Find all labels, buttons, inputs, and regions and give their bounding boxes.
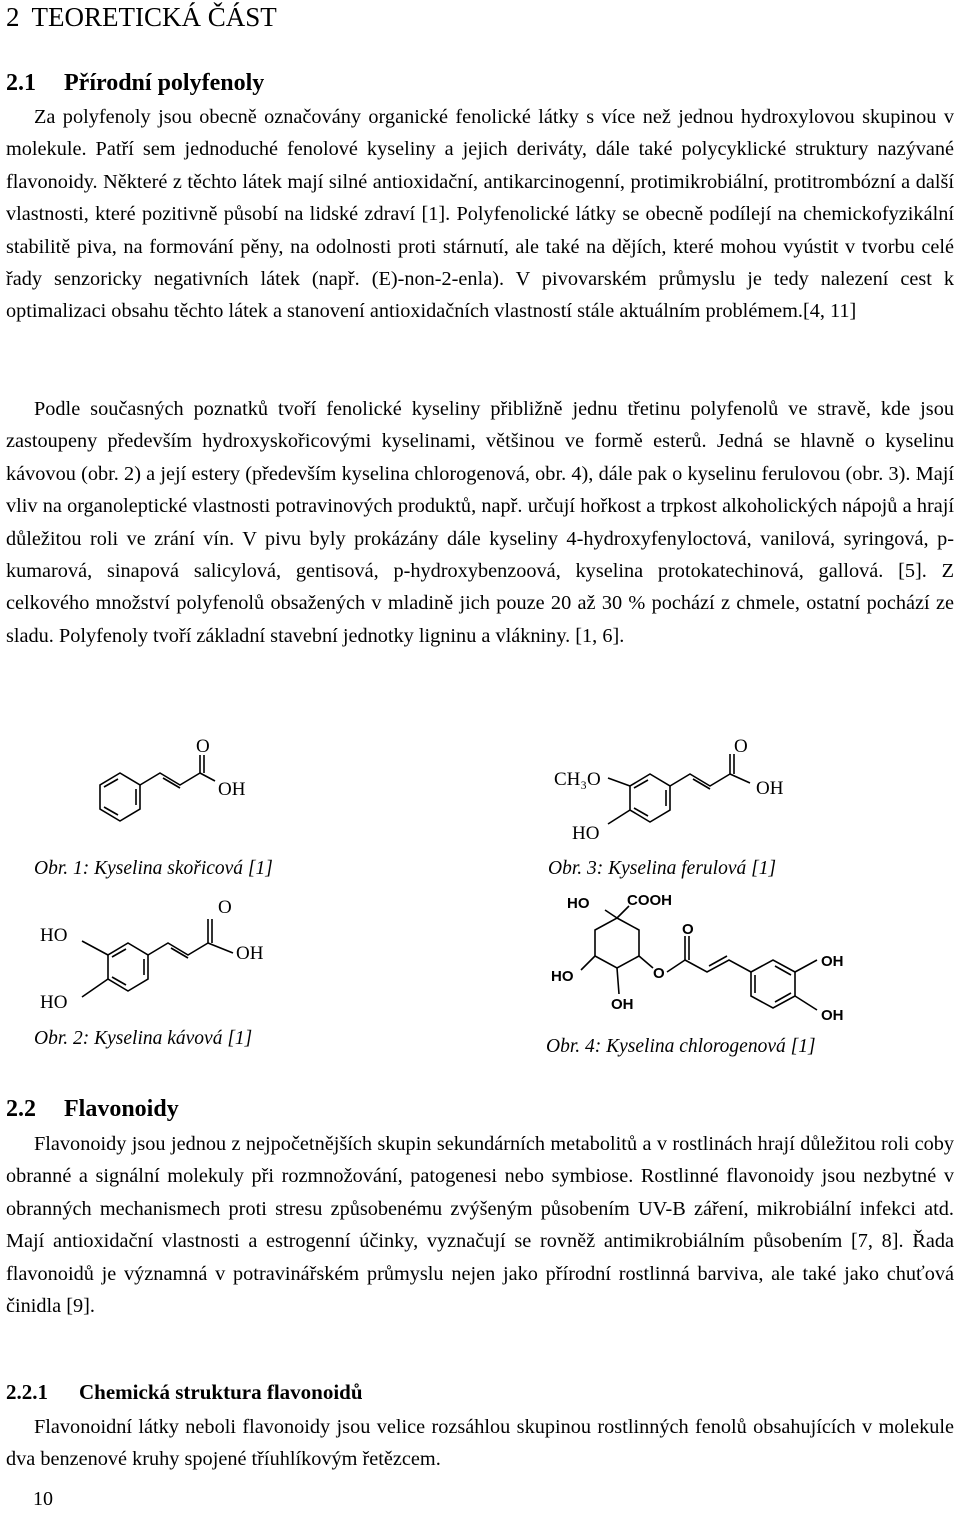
benzene-ring xyxy=(751,960,795,1008)
label-o-carbonyl: O xyxy=(682,921,694,938)
label-o: O xyxy=(218,897,232,918)
page-number: 10 xyxy=(33,1488,53,1510)
section-number: 2.2 xyxy=(6,1096,36,1122)
label-ch3o: CH₃O xyxy=(554,769,601,790)
label-oh-2: OH xyxy=(821,1007,844,1024)
section-heading-2-1 xyxy=(6,70,264,97)
label-cooh: COOH xyxy=(627,892,672,909)
label-ho-left: HO xyxy=(551,968,574,985)
chapter-heading xyxy=(6,2,277,33)
structure-caffeic-acid xyxy=(38,893,298,1023)
label-oh-bottom: OH xyxy=(611,996,634,1013)
section-number: 2.1 xyxy=(6,70,36,96)
caption-fig4: Obr. 4: Kyselina chlorogenová [1] xyxy=(546,1036,816,1057)
label-ho: HO xyxy=(572,823,600,844)
section-title: Chemická struktura flavonoidů xyxy=(79,1380,363,1404)
chapter-number: 2 xyxy=(6,2,20,32)
paragraph-flavonoids: Flavonoidy jsou jednou z nejpočetnějších skupin sekundárních metabolitů a v rostlinách hrají důležitou roli coby obranné a signální molekuly při rozmnožování, patogenesi nebo symbiose. Rostlinné flavonoidy jsou nezbytné v obranných mechanismech proti stresu způsobenému zvýšeným působením UV-B záření, mikrobiální infekci atd. Mají antioxidační vlastnosti a estrogenní účinky, vyznačují se rovněž antimikrobiálním působením [7, 8]. Řada flavonoidů je významná v potravinářském průmyslu nejen jako přírodní rostlinná barviva, ale také jako chuťová činidla [9]. xyxy=(6,1133,954,1318)
section-title: Přírodní polyfenoly xyxy=(64,70,265,96)
label-oh-1: OH xyxy=(821,953,844,970)
label-o: O xyxy=(734,736,748,757)
chapter-title: TEORETICKÁ ČÁST xyxy=(31,2,277,32)
structure-ferulic-acid xyxy=(550,738,810,848)
section-title: Flavonoidy xyxy=(64,1096,179,1122)
paragraph-phenolic-acids: Podle současných poznatků tvoří fenolické kyseliny přibližně jednu třetinu polyfenolů ve stravě, kde jsou zastoupeny především hydroxyskořicovými kyselinami, většinou ve formě esterů. Jedná se hlavně o kyselinu kávovou (obr. 2) a její estery (především kyselina chlorogenová, obr. 4), dále pak o kyselinu ferulovou (obr. 3). Mají vliv na organoleptické vlastnosti potravinových produktů, např. určují hořkost a trpkost alkoholických nápojů a hrají důležitou roli ve zrání vín. V pivu byly prokázány dále kyseliny 4-hydroxyfenyloctová, vanilová, syringová, p-kumarová, sinapová salicylová, gentisová, p-hydroxybenzoová, kyselina protokatechinová, gallová. [5]. Z celkového množství polyfenolů obsažených v mladině jich pouze 20 až 30 % pochází z chmele, ostatní pochází ze sladu. Polyfenoly tvoří základní stavební jednotky ligninu a vlákniny. [1, 6]. xyxy=(6,398,954,647)
label-oh: OH xyxy=(756,778,784,799)
label-ho-top: HO xyxy=(567,895,590,912)
section-heading-2-2-1 xyxy=(6,1380,363,1405)
label-ho-2: HO xyxy=(40,992,68,1013)
cyclohexane-ring xyxy=(595,918,639,968)
caption-fig1: Obr. 1: Kyselina skořicová [1] xyxy=(34,858,273,879)
label-o: O xyxy=(196,736,210,757)
benzene-ring xyxy=(108,943,148,991)
caption-fig2: Obr. 2: Kyselina kávová [1] xyxy=(34,1028,253,1049)
caption-fig3: Obr. 3: Kyselina ferulová [1] xyxy=(548,858,777,879)
label-ho-1: HO xyxy=(40,925,68,946)
label-oh: OH xyxy=(236,943,264,964)
benzene-ring xyxy=(100,773,140,821)
section-heading-2-2 xyxy=(6,1096,179,1123)
benzene-ring xyxy=(630,774,670,822)
structure-cinnamic-acid xyxy=(70,736,300,840)
paragraph-flavonoid-structure: Flavonoidní látky neboli flavonoidy jsou velice rozsáhlou skupinou rostlinných fenolů obsahujících v molekule dva benzenové kruhy spojené tříuhlíkovým řetězcem. xyxy=(6,1416,954,1471)
section-number: 2.2.1 xyxy=(6,1380,48,1404)
label-o-ester: O xyxy=(653,965,665,982)
structure-chlorogenic-acid xyxy=(545,888,865,1033)
label-oh: OH xyxy=(218,779,246,800)
paragraph-polyphenols-intro: Za polyfenoly jsou obecně označovány organické fenolické látky s více než jednou hydroxylovou skupinou v molekule. Patří sem jednoduché fenolové kyseliny a jejich deriváty, dále také polycyklické struktury nazývané flavonoidy. Některé z těchto látek mají silné antioxidační, antikarcinogenní, protimikrobiální, protitrombózní a další vlastnosti, které pozitivně působí na lidské zdraví [1]. Polyfenolické látky se obecně podílejí na chemickofyzikální stabilitě piva, na formování pěny, na odolnosti proti stárnutí, ale také na dějích, které mohou vyústit v tvorbu celé řady senzoricky negativních látek (např. (E)-non-2-enla). V pivovarském průmyslu je tedy nalezení cest k optimalizaci obsahu těchto látek a stanovení antioxidačních vlastností stále aktuálním problémem.[4, 11] xyxy=(6,106,954,323)
